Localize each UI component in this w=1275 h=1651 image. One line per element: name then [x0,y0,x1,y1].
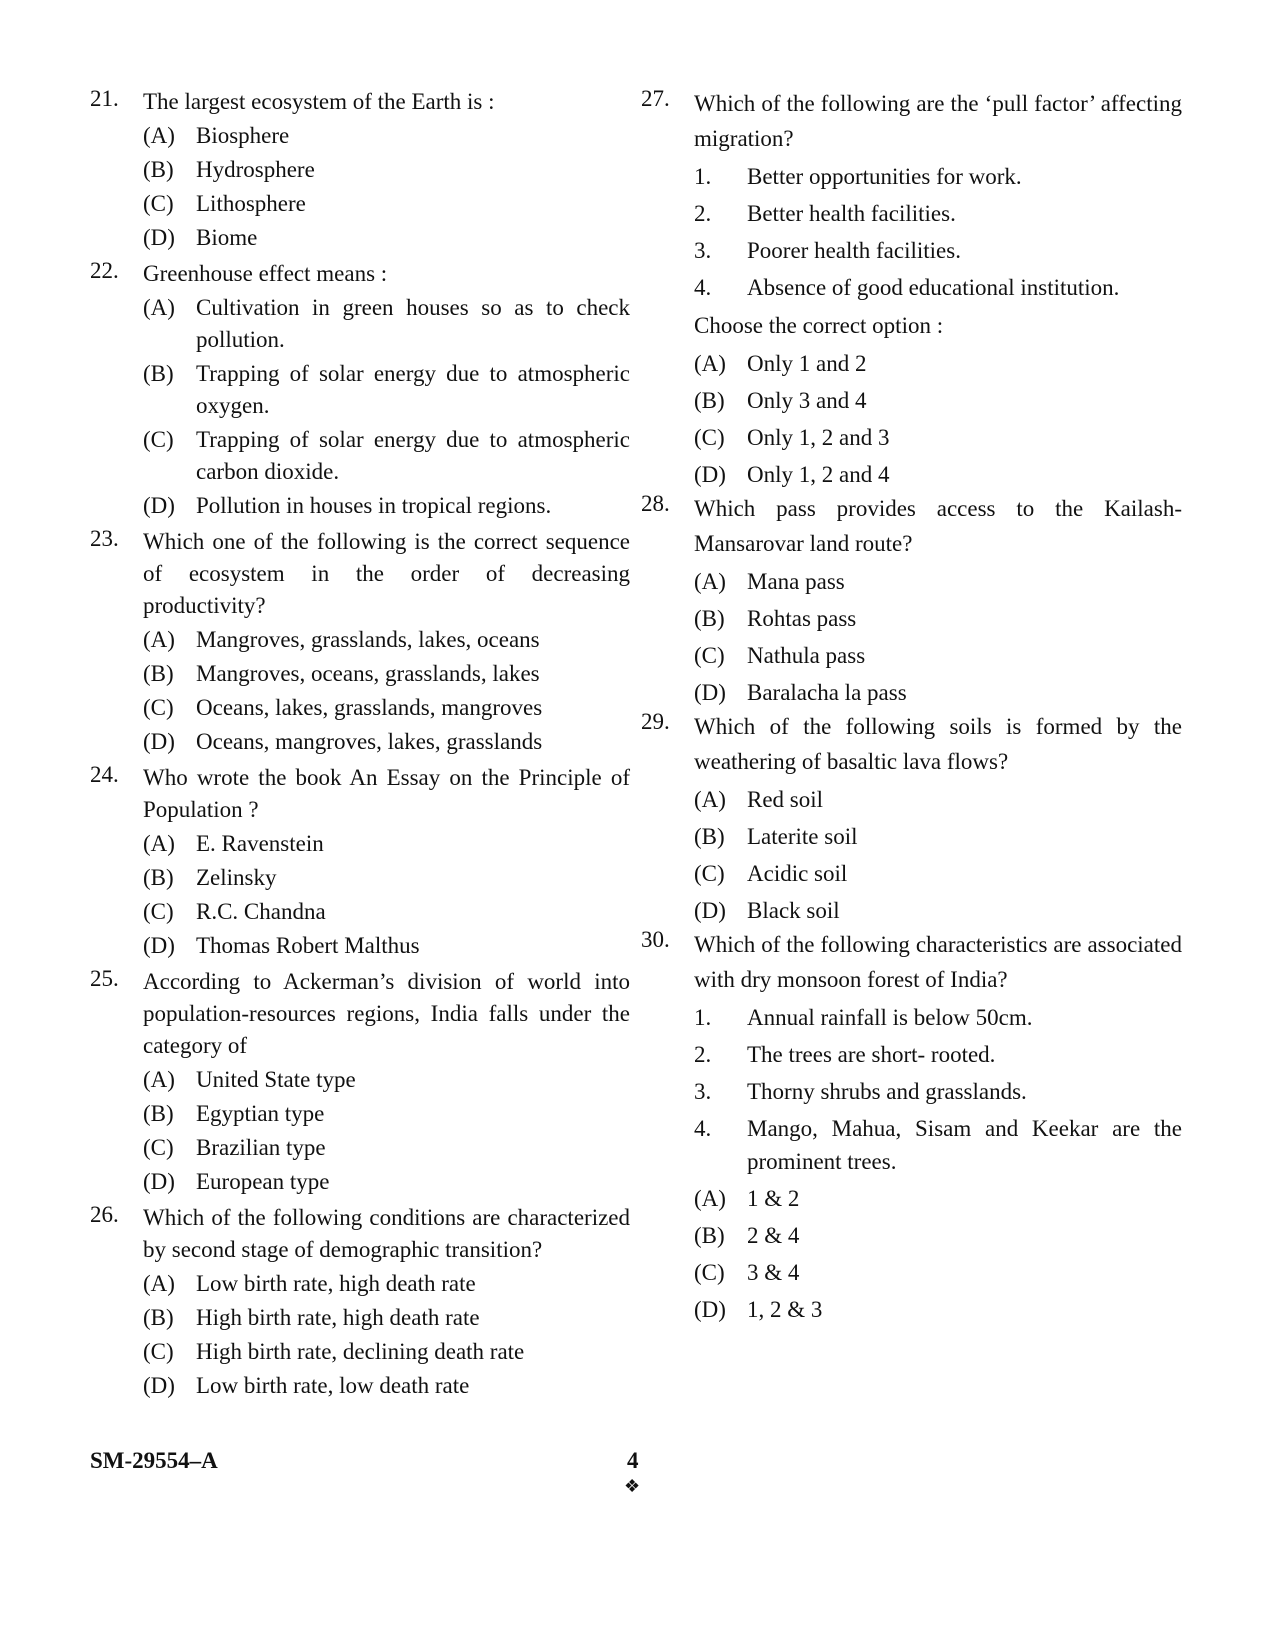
option-c: (C) 3 & 4 [694,1260,800,1285]
option-b: (B) Mangroves, oceans, grasslands, lakes [143,661,540,686]
option-b: (B) High birth rate, high death rate [143,1305,480,1330]
statement-1: 1. Annual rainfall is below 50cm. [694,1005,1033,1030]
question-26 [90,1202,630,1402]
option-a: (A) Only 1 and 2 [694,351,867,376]
question-number: 24. [90,762,119,787]
question-stem: Which of the following characteristics are associated with dry monsoon forest of India? [694,932,1182,992]
option-c: (C) Lithosphere [143,191,306,216]
option-d: (D) 1, 2 & 3 [694,1297,823,1322]
statement-2: 2. Better health facilities. [694,201,956,226]
question-28 [641,491,1182,709]
option-a: (A) Mana pass [694,569,845,594]
option-c: (C) Nathula pass [694,643,866,668]
question-number: 22. [90,258,119,283]
option-b: (B) Zelinsky [143,865,277,890]
option-a: (A) Biosphere [143,123,290,148]
option-c: (C) High birth rate, declining death rate [143,1339,525,1364]
option-d: (D) Baralacha la pass [694,680,907,705]
option-b: (B) Only 3 and 4 [694,388,867,413]
option-b: (B) Egyptian type [143,1101,325,1126]
question-number: 29. [641,709,670,734]
option-c: (C) Trapping of solar energy due to atmospheric carbon dioxide. [143,427,630,484]
option-b: (B) Hydrosphere [143,157,315,182]
question-number: 23. [90,526,119,551]
question-27 [641,86,1182,491]
statement-4: 4. Absence of good educational institution. [694,275,1120,300]
option-b: (B) Trapping of solar energy due to atmospheric oxygen. [143,361,630,418]
question-29 [641,709,1182,927]
option-b: (B) Rohtas pass [694,606,857,631]
question-22 [90,258,630,522]
question-number: 28. [641,491,670,516]
question-number: 30. [641,927,670,952]
page-number: 4 [627,1448,639,1473]
statement-2: 2. The trees are short- rooted. [694,1042,996,1067]
question-23 [90,526,630,758]
option-d: (D) Pollution in houses in tropical regions. [143,493,552,518]
question-stem: Which of the following soils is formed by the weathering of basaltic lava flows? [694,714,1182,774]
question-stem: Who wrote the book An Essay on the Principle of Population ? [143,765,630,822]
question-number: 27. [641,86,670,111]
right-column [641,86,1182,1326]
question-stem: Which pass provides access to the Kailash-Mansarovar land route? [694,496,1182,556]
option-d: (D) Biome [143,225,258,250]
question-21 [90,86,630,254]
question-24 [90,762,630,962]
option-d: (D) Low birth rate, low death rate [143,1373,470,1398]
question-number: 21. [90,86,119,111]
option-a: (A) 1 & 2 [694,1186,800,1211]
option-b: (B) Laterite soil [694,824,858,849]
option-a: (A) Red soil [694,787,824,812]
option-c: (C) Acidic soil [694,861,848,886]
option-a: (A) Cultivation in green houses so as to check pollution. [143,295,630,352]
question-stem: Greenhouse effect means : [143,261,388,286]
option-a: (A) Low birth rate, high death rate [143,1271,476,1296]
option-a: (A) E. Ravenstein [143,831,324,856]
question-stem: Which of the following conditions are characterized by second stage of demographic transition? [143,1205,630,1262]
option-d: (D) Only 1, 2 and 4 [694,462,890,487]
option-c: (C) R.C. Chandna [143,899,326,924]
option-a: (A) Mangroves, grasslands, lakes, oceans [143,627,540,652]
statement-3: 3. Thorny shrubs and grasslands. [694,1079,1027,1104]
question-number: 26. [90,1202,119,1227]
option-d: (D) Oceans, mangroves, lakes, grasslands [143,729,543,754]
question-stem: Which of the following are the ‘pull factor’ affecting migration? [694,91,1182,151]
question-30 [641,927,1182,1326]
paper-code: SM-29554–A [90,1448,218,1473]
question-25 [90,966,630,1198]
left-column [90,86,630,1406]
option-d: (D) Black soil [694,898,840,923]
option-d: (D) European type [143,1169,330,1194]
option-d: (D) Thomas Robert Malthus [143,933,420,958]
option-c: (C) Oceans, lakes, grasslands, mangroves [143,695,543,720]
choose-instruction: Choose the correct option : [694,313,944,338]
statement-1: 1. Better opportunities for work. [694,164,1022,189]
question-stem: According to Ackerman’s division of world into population-resources regions, India falls under the category of [143,969,630,1058]
question-number: 25. [90,966,119,991]
option-c: (C) Only 1, 2 and 3 [694,425,890,450]
statement-3: 3. Poorer health facilities. [694,238,961,263]
question-stem: Which one of the following is the correct sequence of ecosystem in the order of decreasing productivity? [143,529,630,618]
ornament-icon: ❖ [624,1476,641,1496]
statement-4: 4. Mango, Mahua, Sisam and Keekar are the prominent trees. [694,1116,1182,1174]
option-b: (B) 2 & 4 [694,1223,800,1248]
question-stem: The largest ecosystem of the Earth is : [143,89,495,114]
option-a: (A) United State type [143,1067,356,1092]
option-c: (C) Brazilian type [143,1135,326,1160]
